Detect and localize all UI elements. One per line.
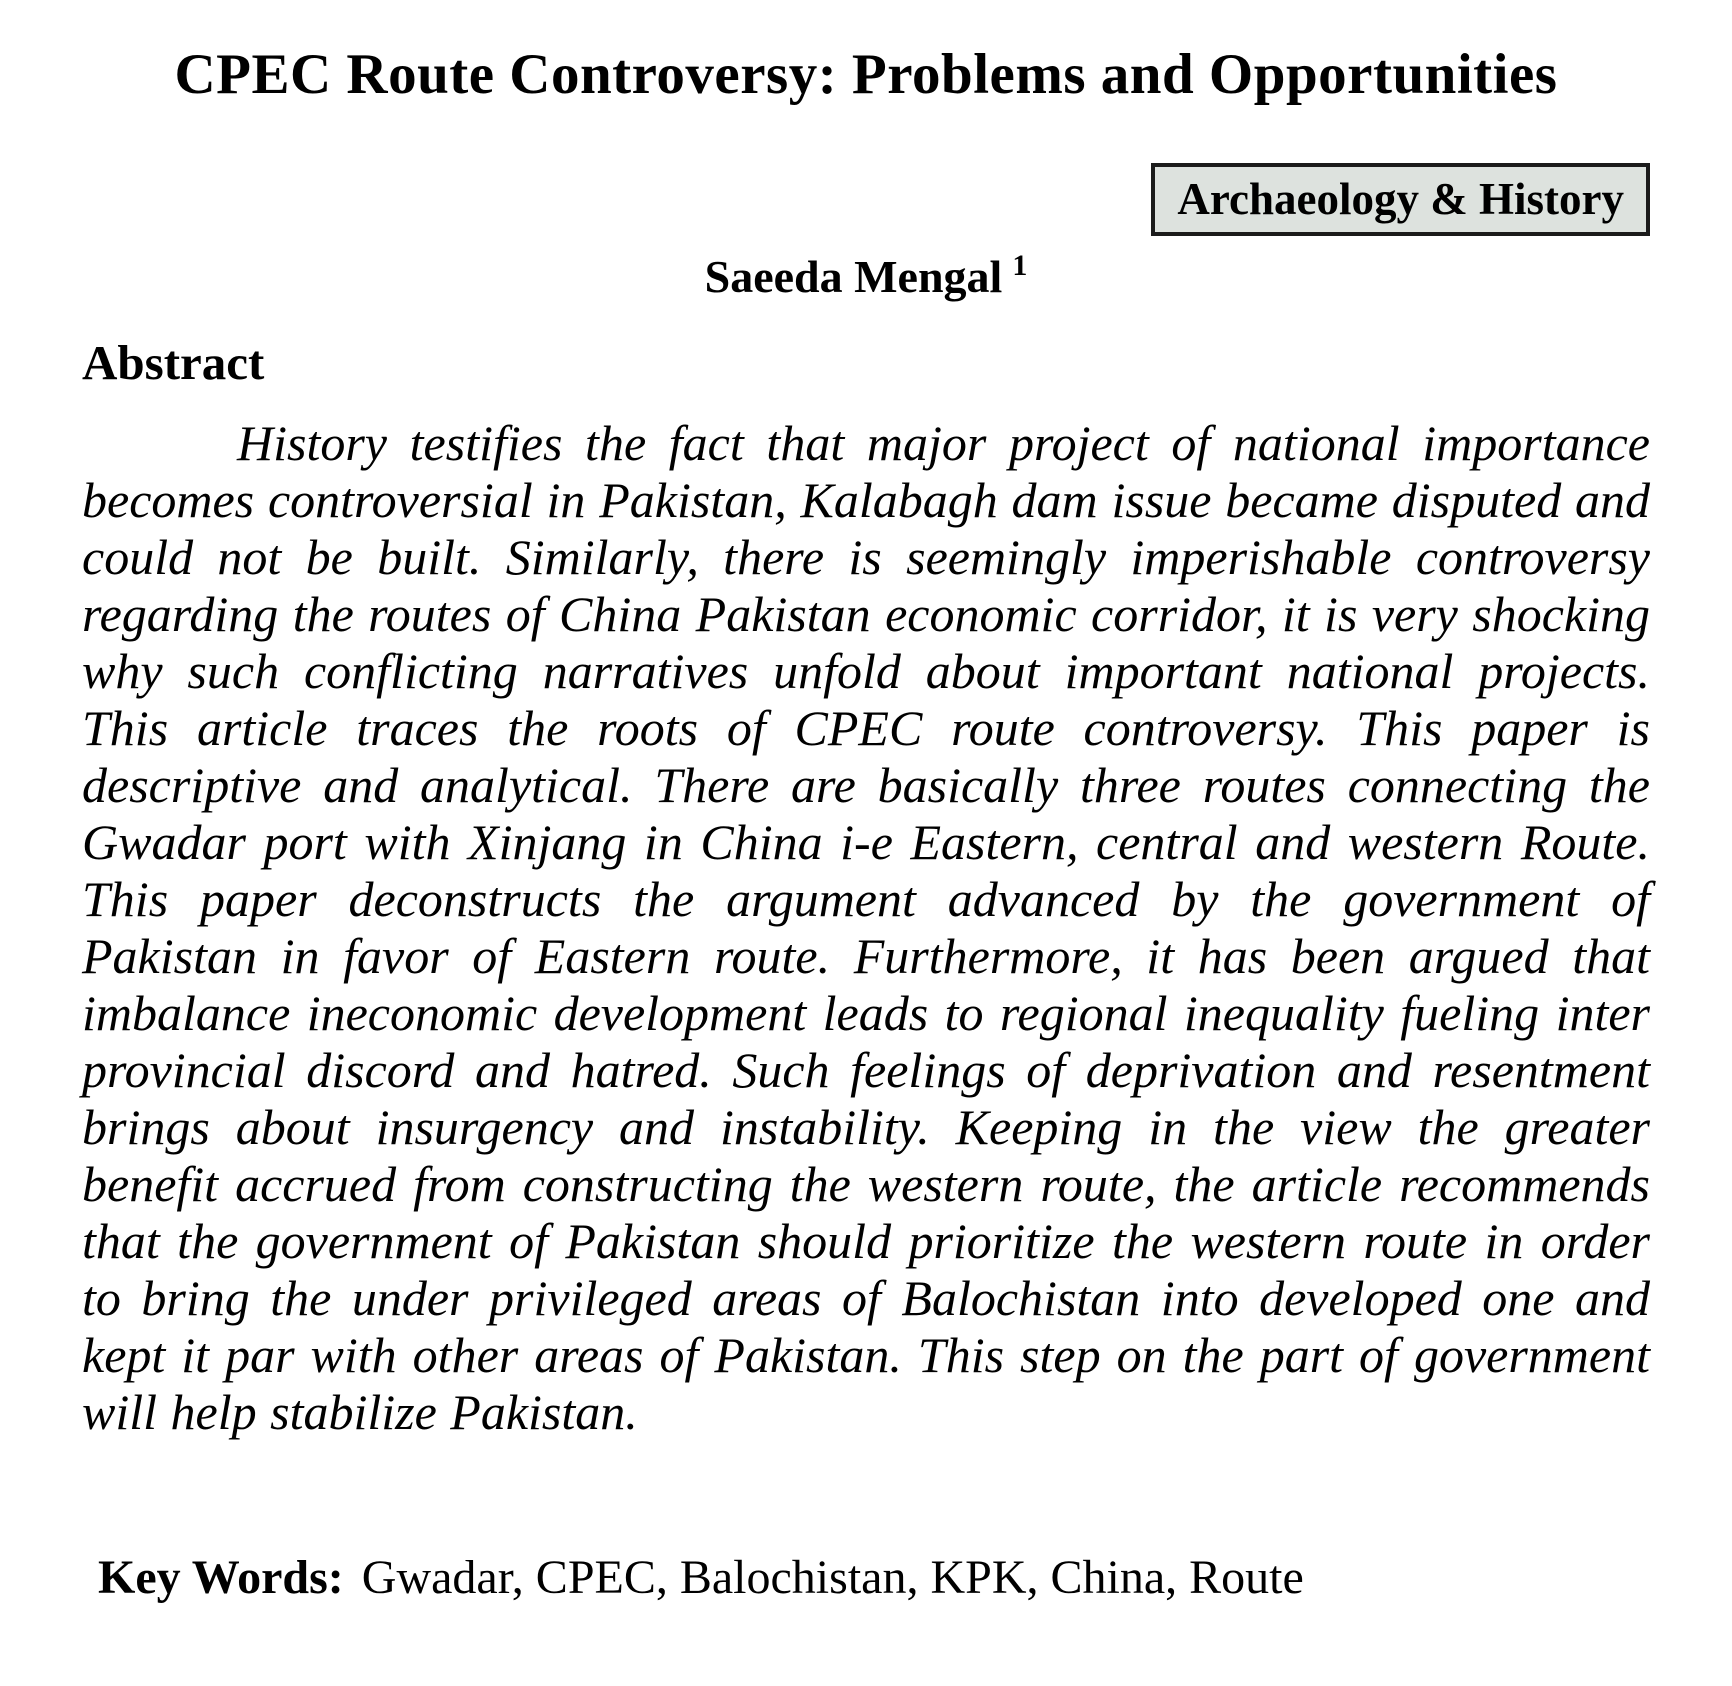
- author-line: [82, 250, 1650, 304]
- section-badge: Archaeology & History: [1151, 163, 1650, 236]
- keywords-label: Key Words:: [98, 1551, 344, 1605]
- abstract-heading: Abstract: [82, 335, 265, 391]
- abstract-text: History testifies the fact that major project of national importance becomes controversial in Pakistan, Kalabagh dam issue became disputed and could not be built. Similarly, there is seemingly imperishable controversy regarding the routes of China Pakistan economic corridor, it is very shocking why such conflicting narratives unfold about important national projects. This article traces the roots of CPEC route controversy. This paper is descriptive and analytical. There are basically three routes connecting the Gwadar port with Xinjang in China i-e Eastern, central and western Route. This paper deconstructs the argument advanced by the government of Pakistan in favor of Eastern route. Furthermore, it has been argued that imbalance ineconomic development leads to regional inequality fueling inter provincial discord and hatred. Such feelings of deprivation and resentment brings about insurgency and instability. Keeping in the view the greater benefit accrued from constructing the western route, the article recommends that the government of Pakistan should prioritize the western route in order to bring the under privileged areas of Balochistan into developed one and kept it par with other areas of Pakistan. This step on the part of government will help stabilize Pakistan.: [82, 415, 1650, 1441]
- section-badge-row: [82, 163, 1650, 236]
- keywords-list: Gwadar, CPEC, Balochistan, KPK, China, Route: [361, 1551, 1304, 1605]
- author-name: Saeeda Mengal: [704, 250, 1003, 302]
- keywords-line: [82, 1549, 1650, 1607]
- page-title: CPEC Route Controversy: Problems and Opportunities: [174, 43, 1558, 106]
- author-footnote-marker: 1: [1012, 249, 1028, 283]
